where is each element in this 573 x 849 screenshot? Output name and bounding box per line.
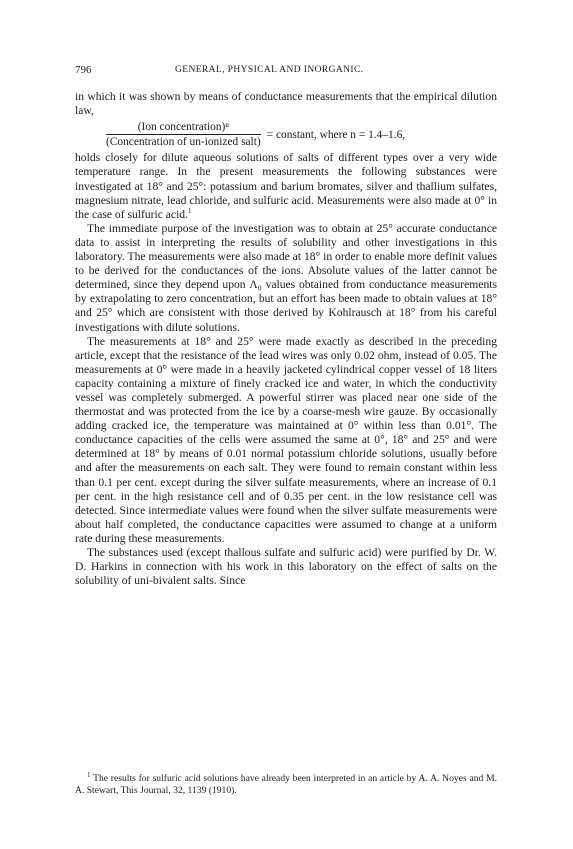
formula-rhs: = constant, where n = 1.4–1.6, (266, 128, 406, 141)
paragraph-1-text: holds closely for dilute aqueous solutions of salts of different types over a very wide temperature range. In the present measurements the following substances were investigated at 18° and 25°: potassium and barium bromates, silver and thallium sulfates, magnesium nitrate, lead chloride, and sulfuric acid. Measurements were also made at 0° in the case of sulfuric acid. (75, 151, 497, 221)
body-text (75, 90, 497, 588)
formula-numerator: (Ion concentration)ⁿ (137, 121, 229, 134)
footnote (75, 770, 497, 797)
paragraph-2: The immediate purpose of the investigation was to obtain at 25° accurate conductance data to assist in interpreting the results of solubility and other investigations in this laboratory. The measurements were also made at 18° in order to enable more definit values to be derived for the conductances of the ions. Absolute values of the latter cannot be determined, since they depend upon Λ₀ values obtained from conductance measurements by extrapolating to zero concentration, but an effort has been made to obtain values at 18° and 25° which are consistent with those derived by Kohlrausch at 18° from his careful investigations with dilute solutions. (75, 221, 497, 334)
footnote-text: The results for sulfuric acid solutions have already been interpreted in an article by A. A. Noyes and M. A. Stewart, This Journal, 32, 1139 (1910). (75, 773, 497, 796)
paragraph-1-continuation (75, 151, 497, 221)
footnote-marker: 1 (87, 770, 91, 779)
footnote-reference: 1 (188, 206, 192, 215)
page-header (75, 64, 497, 78)
footnote-paragraph (75, 770, 497, 797)
paragraph-4: The substances used (except thallous sulfate and sulfuric acid) were purified by Dr. W. D. Harkins in connection with his work in this laboratory on the effect of salts on the solubility of uni-bivalent salts. Since (75, 546, 497, 588)
formula-fraction (106, 120, 261, 149)
formula-denominator: (Concentration of un-ionized salt) (106, 136, 261, 149)
running-head: GENERAL, PHYSICAL AND INORGANIC. (175, 65, 364, 75)
intro-paragraph: in which it was shown by means of conductance measurements that the empirical dilution law, (75, 90, 497, 118)
paragraph-3: The measurements at 18° and 25° were made exactly as described in the preceding article, except that the resistance of the lead wires was only 0.02 ohm, instead of 0.05. The measurements at 0° were made in a heavily jacketed cylindrical copper vessel of 18 liters capacity containing a mixture of finely cracked ice and water, in which the conductivity vessel was completely submerged. A powerful stirrer was placed near one side of the thermostat and was protected from the ice by a coarse-mesh wire gauze. By occasionally adding cracked ice, the temperature was maintained at 0° within less than 0.01°. The conductance capacities of the cells were assumed the same at 0°, 18° and 25° and were determined at 18° by means of 0.01 normal potassium chloride solutions, usually before and after the measurements on each salt. They were found to remain constant within less than 0.1 per cent. except during the silver sulfate measurements, where an increase of 0.1 per cent. in the high resistance cell and of 0.35 per cent. in the low resistance cell was detected. Since intermediate values were found when the silver sulfate measurements were about half completed, the conductance capacities were assumed to change at a uniform rate during these measurements. (75, 334, 497, 545)
page-number: 796 (75, 64, 92, 76)
dilution-law-formula (106, 120, 497, 149)
